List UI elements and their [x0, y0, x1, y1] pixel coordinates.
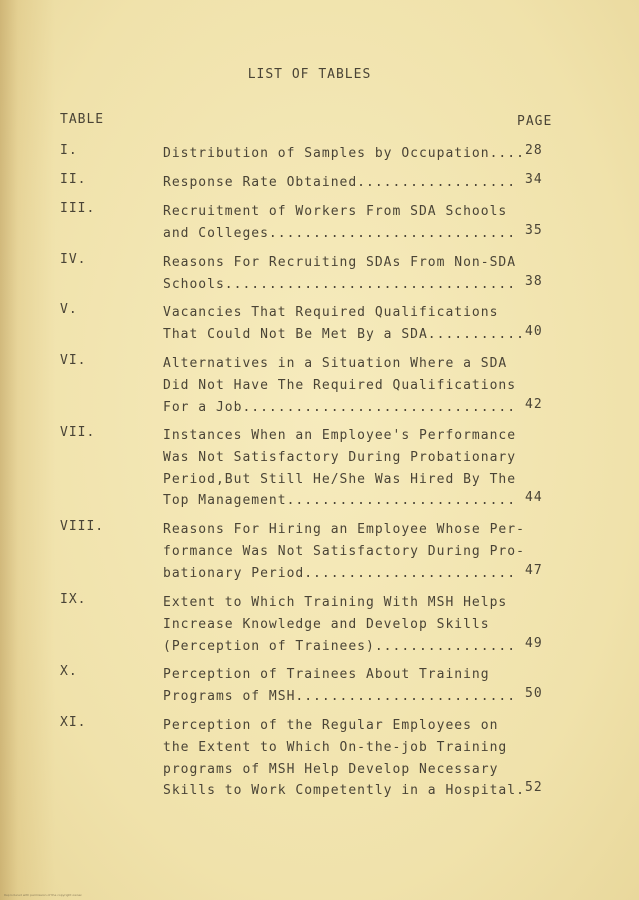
table-title-line: Programs of MSH......................... [163, 688, 517, 704]
page-number: 42 [525, 396, 543, 412]
table-title-line: Instances When an Employee's Performance [163, 428, 517, 443]
table-number: I. [60, 143, 78, 158]
table-title-line: bationary Period........................ [163, 565, 517, 581]
table-title-line: formance Was Not Satisfactory During Pro- [163, 543, 525, 559]
table-title-line: and Colleges............................ [163, 225, 517, 241]
table-title-line: Increase Knowledge and Develop Skills [163, 616, 490, 632]
table-title-line: Was Not Satisfactory During Probationary [163, 449, 517, 465]
table-column-header: TABLE [60, 112, 105, 127]
table-title [163, 201, 523, 245]
table-number: V. [60, 302, 78, 317]
table-title [163, 172, 523, 194]
page-number: 28 [525, 143, 543, 158]
table-title [163, 519, 523, 584]
table-title [163, 302, 523, 346]
table-title [163, 143, 523, 165]
table-title-line: Extent to Which Training With MSH Helps [163, 595, 508, 610]
table-number: X. [60, 664, 78, 679]
table-title [163, 425, 523, 512]
page-number: 40 [525, 323, 543, 339]
table-title-line: Reasons For Recruiting SDAs From Non-SDA [163, 255, 517, 270]
page-number: 49 [525, 635, 543, 651]
table-title-line: Period,But Still He/She Was Hired By The [163, 471, 517, 487]
table-title-line: Schools................................. [163, 276, 517, 292]
table-title-line: programs of MSH Help Develop Necessary [163, 761, 499, 777]
table-title-line: For a Job............................... [163, 399, 517, 415]
page-number: 50 [525, 685, 543, 701]
page-number: 34 [525, 172, 543, 187]
table-title [163, 252, 523, 296]
table-title-line: Perception of the Regular Employees on [163, 718, 499, 733]
table-number: VI. [60, 353, 87, 368]
table-title-line: Recruitment of Workers From SDA Schools [163, 204, 508, 219]
table-title-line: Response Rate Obtained.................. [163, 175, 517, 190]
table-title-line: Alternatives in a Situation Where a SDA [163, 356, 508, 371]
page-heading: LIST OF TABLES [247, 67, 372, 82]
table-title [163, 664, 523, 708]
page-number: 47 [525, 562, 543, 578]
page-column-header: PAGE [517, 114, 553, 129]
table-title-line: Top Management.......................... [163, 493, 517, 509]
table-number: II. [60, 172, 87, 187]
table-title-line: Distribution of Samples by Occupation.... [163, 146, 525, 161]
table-title-line: (Perception of Trainees)................ [163, 638, 517, 654]
page-number: 38 [525, 273, 543, 289]
page-number: 44 [525, 490, 543, 506]
page-number: 52 [525, 780, 543, 796]
footer-stamp: Reproduced with permission of the copyright owner. [4, 893, 83, 897]
table-title-line: That Could Not Be Met By a SDA........... [163, 326, 525, 342]
table-title-line: Did Not Have The Required Qualifications [163, 377, 517, 393]
table-title [163, 353, 523, 418]
table-number: IX. [60, 592, 87, 607]
page-number: 35 [525, 222, 543, 238]
table-title-line: Reasons For Hiring an Employee Whose Per- [163, 522, 525, 537]
table-title [163, 592, 523, 657]
table-number: IV. [60, 252, 87, 267]
table-title-line: Skills to Work Competently in a Hospital. [163, 783, 525, 799]
table-number: III. [60, 201, 96, 216]
table-title-line: the Extent to Which On-the-job Training [163, 739, 508, 755]
table-number: VII. [60, 425, 96, 440]
table-title-line: Vacancies That Required Qualifications [163, 305, 499, 320]
table-title-line: Perception of Trainees About Training [163, 667, 490, 682]
table-title [163, 715, 523, 802]
table-number: VIII. [60, 519, 105, 534]
table-number: XI. [60, 715, 87, 730]
